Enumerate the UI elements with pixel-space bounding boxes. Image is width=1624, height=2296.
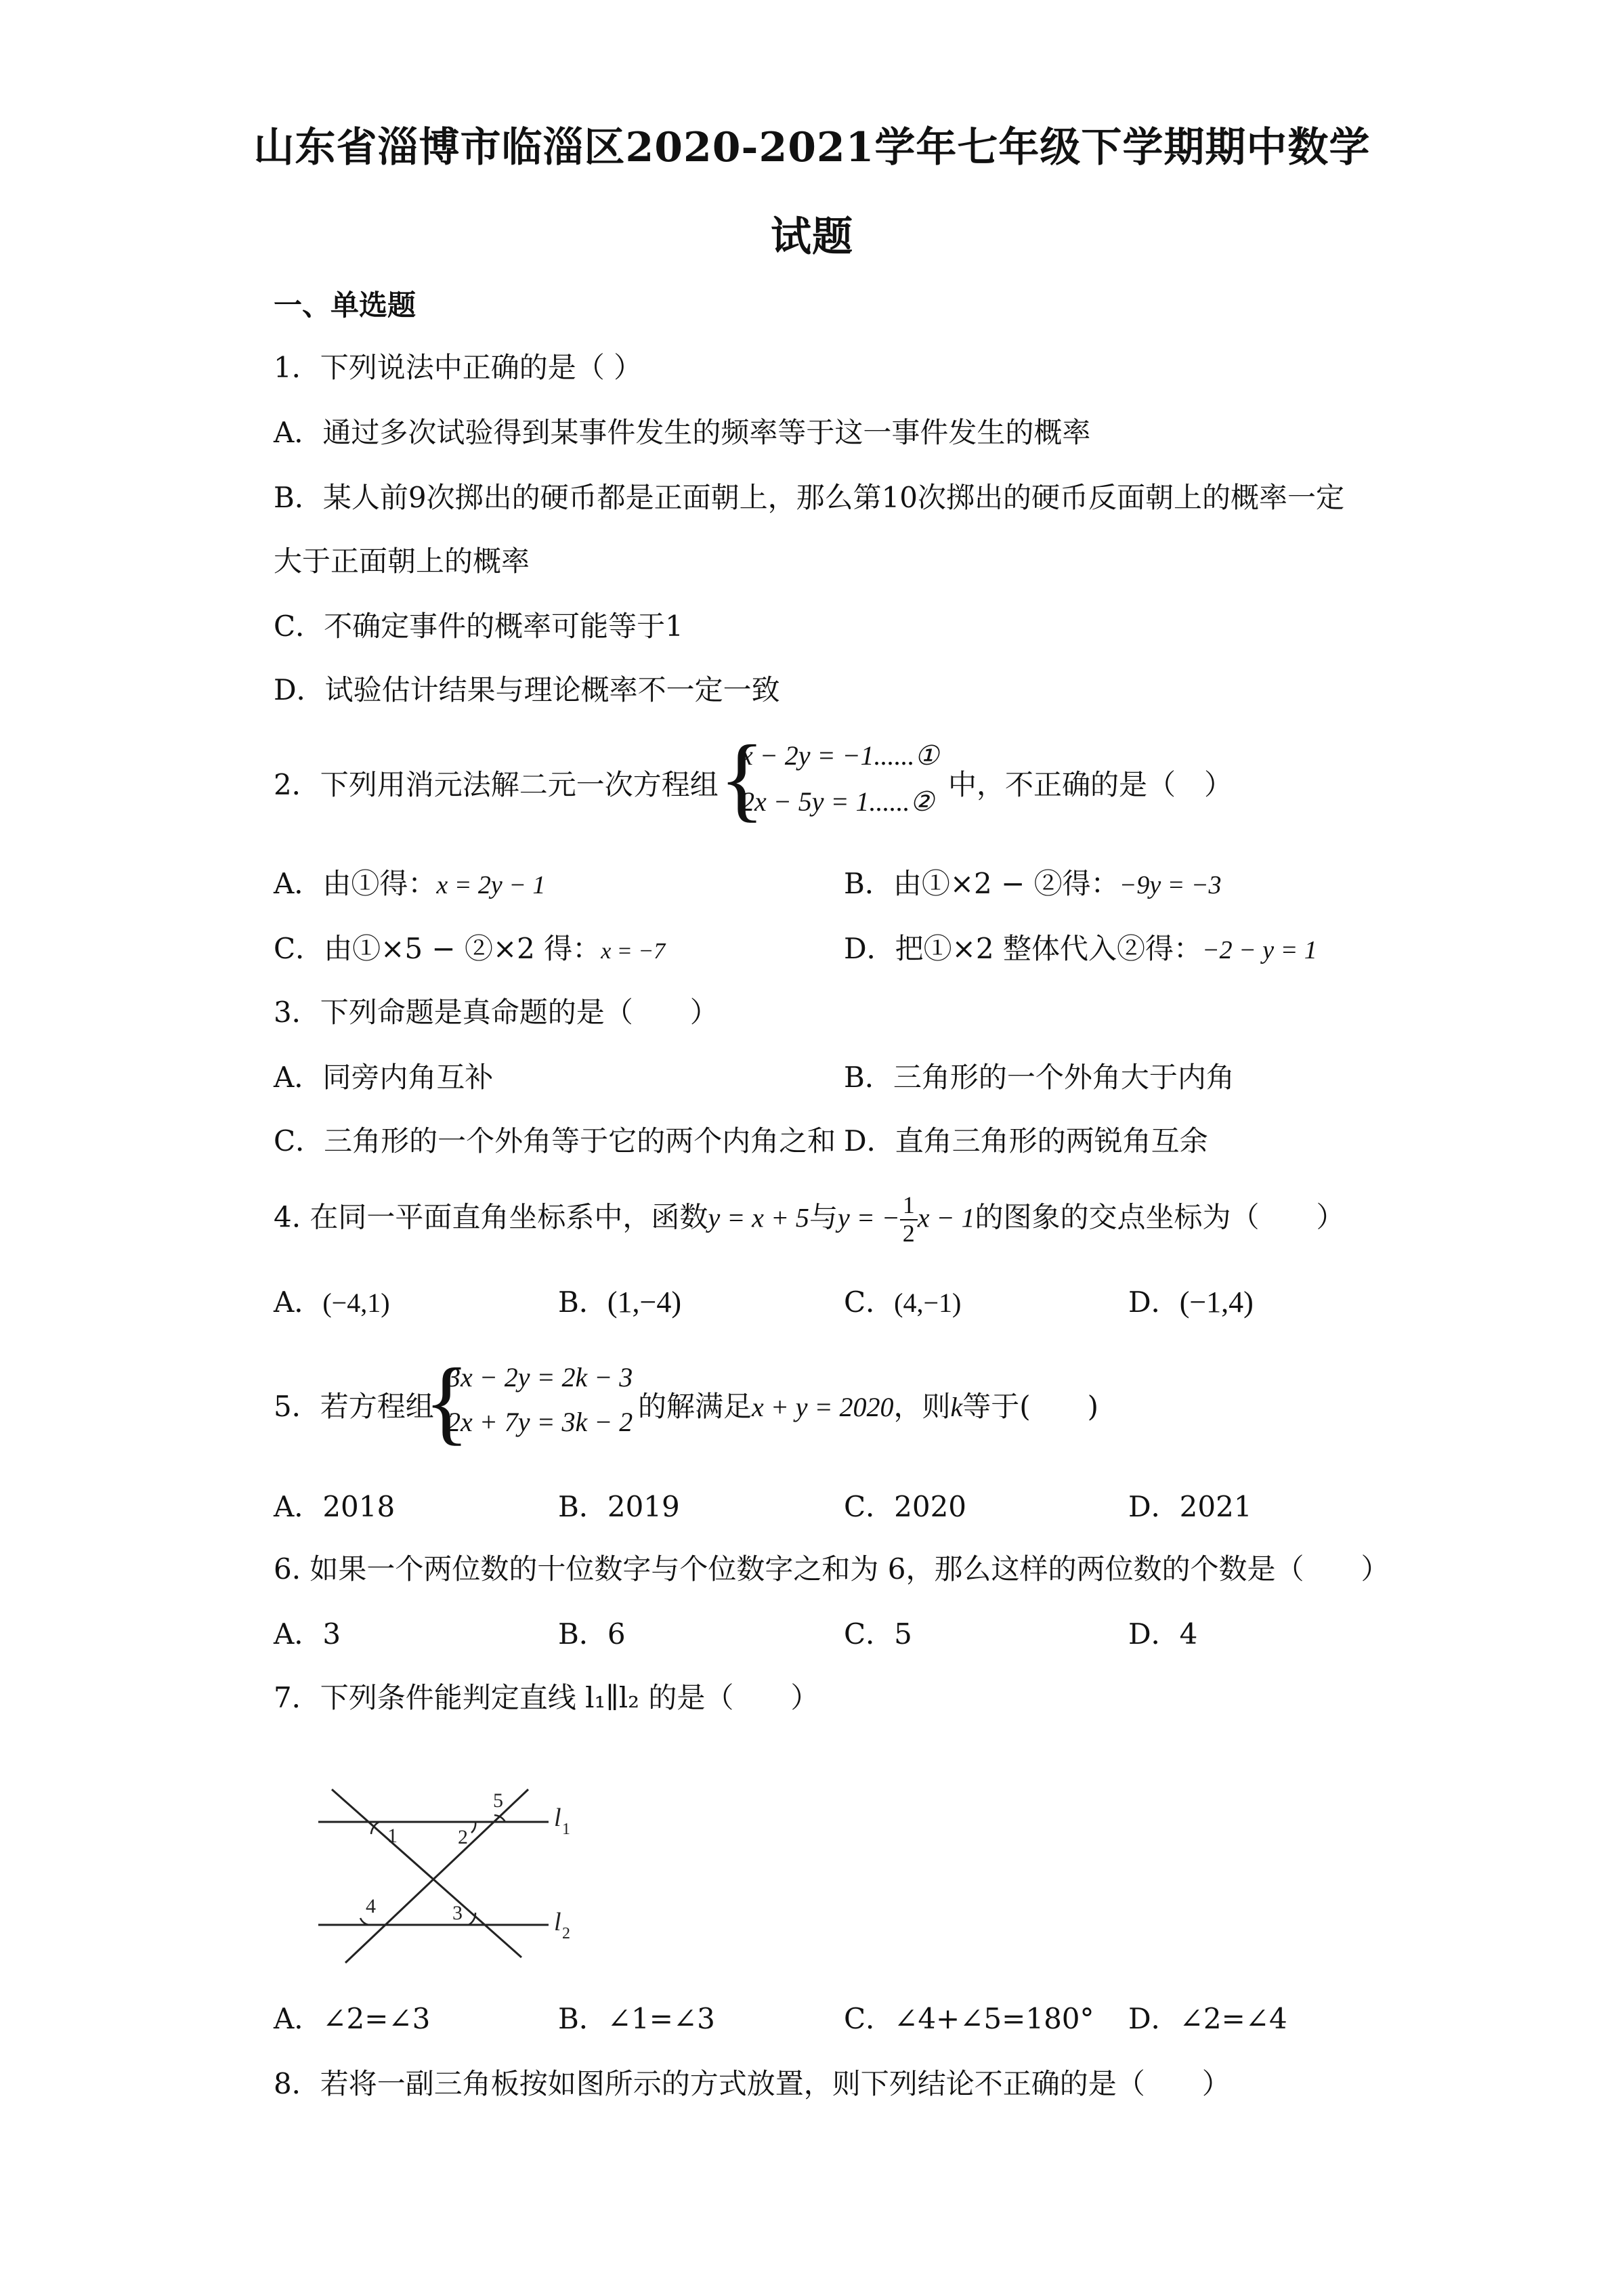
q2-equation-1: x − 2y = −1......① [741,740,939,771]
q2-option-b-math: −9y = −3 [1119,871,1222,899]
line-label-l1: l [554,1804,561,1832]
exam-title-line1: 山东省淄博市临淄区2020-2021学年七年级下学期期中数学 [253,124,1371,171]
q4-option-d-label: D． [1128,1285,1180,1319]
q4-option-a-math: (−4,1) [322,1288,390,1318]
line-label-l2: l [554,1908,561,1936]
q3-option-c: C．三角形的一个外角等于它的两个内角之和 [274,1124,836,1157]
line-label-l1-subscript: 1 [562,1821,570,1838]
q5-k: k [950,1392,963,1422]
q1-option-b-line2: 大于正面朝上的概率 [274,545,530,578]
q5-equation-2: 2x + 7y = 3k − 2 [447,1407,633,1437]
q4-function-1: y = x + 5 [708,1202,809,1233]
q3-option-a: A．同旁内角互补 [274,1061,494,1094]
q2-equation-2: 2x − 5y = 1......② [741,786,935,817]
q5-stem-rest [638,1384,1098,1425]
q2-option-a [274,862,545,902]
q3-stem: 3．下列命题是真命题的是（ ） [274,996,719,1029]
angle-label-5: 5 [493,1789,503,1812]
q4-stem-mid: 与 [809,1200,838,1234]
q5-stem-mid2: ，则 [893,1390,951,1423]
q5-stem-pre: 5．若方程组 [274,1390,434,1423]
q4-stem [274,1192,1344,1247]
q2-option-d-label: D．把①×2 整体代入②得： [844,932,1202,965]
q5-option-d: D．2021 [1128,1490,1252,1523]
q1-option-d: D．试验估计结果与理论概率不一定一致 [274,673,780,706]
q4-option-c-label: C． [844,1285,895,1319]
q4-fraction-denominator: 2 [902,1219,915,1247]
q3-option-b: B．三角形的一个外角大于内角 [844,1061,1235,1094]
q6-stem: 6. 如果一个两位数的十位数字与个位数字之和为 6，那么这样的两位数的个数是（ ） [274,1552,1390,1586]
q5-condition: x + y = 2020 [752,1392,894,1422]
q2-option-a-label: A．由①得： [274,867,437,900]
q7-option-b: B．∠1=∠3 [558,2002,715,2035]
q6-option-b: B．6 [558,1617,626,1651]
q2-option-b [844,862,1221,902]
q1-option-a: A．通过多次试验得到某事件发生的频率等于这一事件发生的概率 [274,416,1091,449]
q4-option-b-math: (1,−4) [607,1285,681,1319]
q2-brace: { [719,726,765,831]
q7-option-c: C．∠4+∠5=180° [844,2002,1094,2035]
angle-label-2: 2 [458,1826,468,1848]
q5-equation-1: 3x − 2y = 2k − 3 [447,1362,633,1393]
q4-function-2-post: x − 1 [917,1202,975,1233]
q4-option-c-math: (4,−1) [894,1288,962,1318]
q4-fraction-numerator: 1 [900,1192,918,1220]
q2-option-c-math: x = −7 [601,939,666,964]
q1-option-c: C．不确定事件的概率可能等于1 [274,610,683,643]
q7-option-d: D．∠2=∠4 [1128,2002,1287,2035]
angle-label-4: 4 [366,1895,376,1917]
q4-option-c [844,1280,961,1321]
q7-stem: 7．下列条件能判定直线 l₁∥l₂ 的是（ ） [274,1681,819,1714]
q1-option-b-line1: B．某人前9次掷出的硬币都是正面朝上，那么第10次掷出的硬币反面朝上的概率一定 [274,481,1345,514]
q3-option-d: D．直角三角形的两锐角互余 [844,1124,1208,1157]
q7-parallel-lines-figure [298,1774,596,1971]
q4-function-2-pre: y = − [837,1202,900,1233]
q5-brace: { [424,1349,470,1454]
q2-option-d [844,927,1317,967]
q5-option-a: A．2018 [274,1490,396,1523]
q5-stem-post: 等于( ) [962,1390,1099,1423]
q6-option-c: C．5 [844,1617,912,1651]
q5-option-b: B．2019 [558,1490,680,1523]
q2-stem-post: 中，不正确的是（ ） [948,768,1233,801]
q2-option-d-math: −2 − y = 1 [1201,936,1317,964]
q5-option-c: C．2020 [844,1490,967,1523]
line-label-l2-subscript: 2 [562,1925,570,1942]
q4-option-b-label: B． [558,1285,607,1319]
q1-stem: 1．下列说法中正确的是（ ） [274,351,643,384]
q8-stem: 8．若将一副三角板按如图所示的方式放置，则下列结论不正确的是（ ） [274,2067,1231,2100]
q5-stem-mid: 的解满足 [638,1390,752,1423]
transversal-1 [332,1789,521,1957]
q4-option-d [1128,1280,1254,1321]
angle-label-3: 3 [452,1902,463,1924]
q4-option-a-label: A． [274,1285,323,1319]
q2-option-a-math: x = 2y − 1 [436,871,546,899]
q2-option-b-label: B．由①×2 − ②得： [844,867,1119,900]
q4-stem-pre: 4. 在同一平面直角坐标系中，函数 [274,1200,708,1234]
q4-option-a [274,1280,390,1321]
q4-fraction [900,1192,918,1247]
q6-option-a: A．3 [274,1617,341,1651]
q7-option-a: A．∠2=∠3 [274,2002,431,2035]
q2-option-c-label: C．由①×5 − ②×2 得： [274,932,601,965]
angle-2-arc [471,1822,475,1833]
q4-option-d-math: (−1,4) [1179,1285,1254,1319]
q4-stem-post: 的图象的交点坐标为（ ） [975,1200,1345,1234]
angle-label-1: 1 [387,1825,398,1847]
q2-stem-pre: 2．下列用消元法解二元一次方程组 [274,768,719,801]
q2-option-c [274,927,665,967]
section-heading-single-choice: 一、单选题 [274,289,416,322]
exam-title-line2: 试题 [771,213,853,261]
transversal-2 [345,1789,528,1963]
q6-option-d: D．4 [1128,1617,1198,1651]
q4-option-b [558,1280,681,1321]
